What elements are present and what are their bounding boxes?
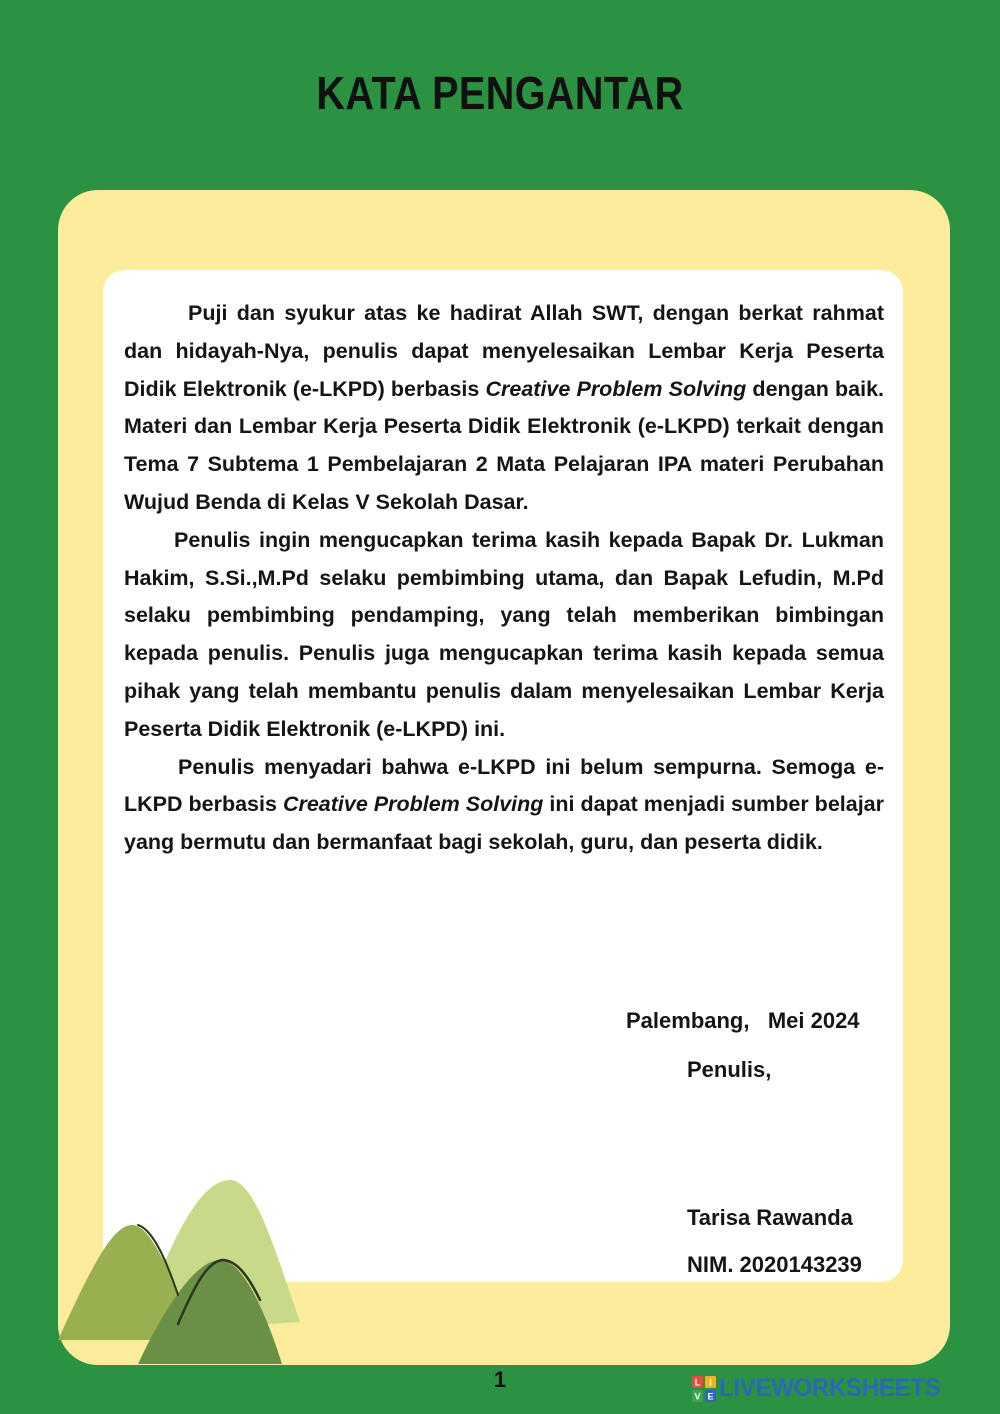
paragraph-3 (124, 749, 884, 862)
logo-letter-4: E (707, 1391, 714, 1401)
paragraph-1 (124, 295, 884, 522)
logo-letter-1: L (694, 1377, 701, 1387)
paragraph-3-italic: Creative Problem Solving (282, 792, 544, 817)
paragraph-1-start: Puji dan syukur atas ke hadirat Allah SWT, dengan berkat rahmat dan hidayah-Nya, penulis dapat menyelesaikan Lembar Kerja Peserta Didik Elektronik (e-LKPD) berbasis (124, 301, 884, 401)
liveworksheets-watermark (692, 1374, 950, 1403)
signature-name: Tarisa Rawanda (687, 1205, 853, 1230)
paragraph-3-start: Penulis menyadari bahwa e-LKPD ini belum sempurna. Semoga e-LKPD berbasis (124, 754, 884, 817)
paragraph-2: Penulis ingin mengucapkan terima kasih kepada Bapak Dr. Lukman Hakim, S.Si.,M.Pd selaku pembimbing utama, dan Bapak Lefudin, M.Pd selaku pembimbing pendamping, yang telah memberikan bimbingan kepada penulis. Penulis juga mengucapkan terima kasih kepada semua pihak yang telah membantu penulis dalam menyelesaikan Lembar Kerja Peserta Didik Elektronik (e-LKPD) ini. (124, 527, 884, 741)
logo-letter-2: I (709, 1377, 712, 1387)
watermark-text: LIVEWORKSHEETS (719, 1374, 941, 1402)
logo-letter-3: V (694, 1391, 701, 1401)
liveworksheets-logo-icon (692, 1376, 716, 1402)
signature-role: Penulis, (687, 1057, 772, 1082)
mountains-illustration (50, 1170, 310, 1370)
paragraph-3-end: ini dapat menjadi sumber belajar yang bermutu dan bermanfaat bagi sekolah, guru, dan peserta didik. (124, 792, 885, 855)
page-title: KATA PENGANTAR (316, 67, 684, 119)
signature-nim: NIM. 2020143239 (687, 1252, 862, 1277)
foreword-text (124, 295, 884, 862)
page-number: 1 (493, 1367, 507, 1392)
paragraph-1-italic: Creative Problem Solving (485, 376, 747, 401)
paragraph-1-end: dengan baik. Materi dan Lembar Kerja Peserta Didik Elektronik (e-LKPD) terkait dengan Tema 7 Subtema 1 Pembelajaran 2 Mata Pelajaran IPA materi Perubahan Wujud Benda di Kelas V Sekolah Dasar. (124, 376, 885, 514)
signature-place-date: Palembang, Mei 2024 (626, 1008, 860, 1033)
